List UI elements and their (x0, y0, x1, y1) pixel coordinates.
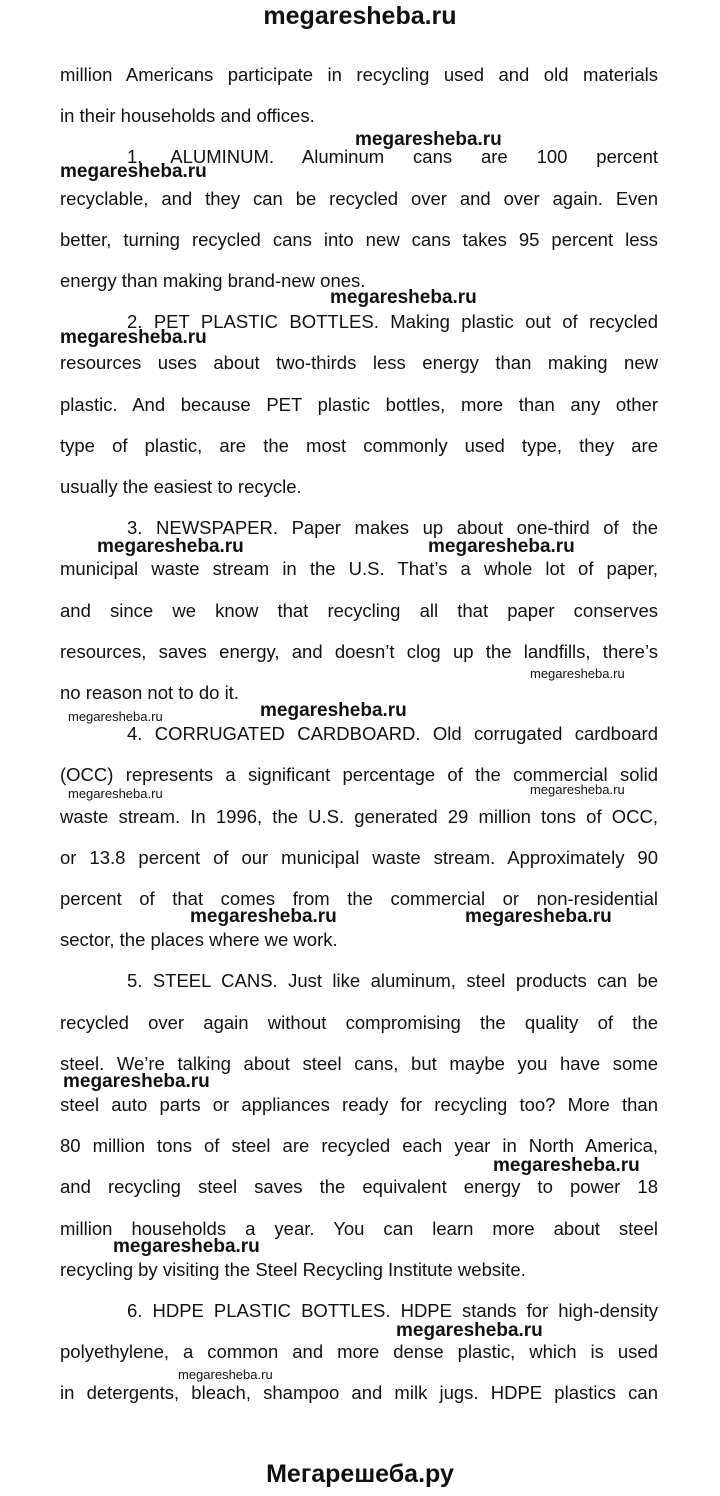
text-line: in their households and offices. (60, 105, 315, 127)
text-line: steel auto parts or appliances ready for recycling too? More than (60, 1094, 658, 1115)
text-line: polyethylene, a common and more dense plastic, which is used (60, 1341, 658, 1363)
text-line: municipal waste stream in the U.S. That’s a whole lot of paper, (60, 558, 658, 580)
paragraph-start-line: 2. PET PLASTIC BOTTLES. Making plastic out of recycled (127, 311, 658, 333)
text-line: usually the easiest to recycle. (60, 476, 302, 497)
paragraph-start-line: 5. STEEL CANS. Just like aluminum, steel products can be (127, 970, 658, 992)
watermark: megaresheba.ru (530, 782, 625, 797)
text-line: resources, saves energy, and doesn’t clog up the landfills, there’s (60, 640, 658, 662)
watermark: megaresheba.ru (465, 906, 612, 927)
text-line: recycled over again without compromising the quality of the (60, 1011, 658, 1033)
text-line: 80 million tons of steel are recycled each year in North America, (60, 1135, 658, 1157)
text-line: energy than making brand-new ones. (60, 270, 366, 291)
text-line: in detergents, bleach, shampoo and milk jugs. HDPE plastics can (60, 1382, 658, 1404)
text-line: million Americans participate in recycling used and old materials (60, 64, 658, 85)
text-line: no reason not to do it. (60, 682, 239, 703)
watermark: megaresheba.ru (260, 700, 407, 721)
paragraph-start-line: 4. CORRUGATED CARDBOARD. Old corrugated cardboard (127, 723, 658, 745)
text-line: and recycling steel saves the equivalent energy to power 18 (60, 1176, 658, 1198)
text-line: better, turning recycled cans into new cans takes 95 percent less (60, 228, 658, 250)
text-line: (OCC) represents a significant percentage of the commercial solid (60, 764, 658, 786)
watermark: megaresheba.ru (60, 161, 207, 182)
text-line: and since we know that recycling all that paper conserves (60, 599, 658, 621)
watermark: megaresheba.ru (530, 666, 625, 681)
watermark: megaresheba.ru (68, 709, 163, 724)
text-line: percent of that comes from the commercial or non-residential (60, 888, 658, 909)
text-line: plastic. And because PET plastic bottles, more than any other (60, 393, 658, 415)
text-line: or 13.8 percent of our municipal waste stream. Approximately 90 (60, 846, 658, 868)
watermark: megaresheba.ru (63, 1071, 210, 1092)
watermark: megaresheba.ru (330, 287, 477, 308)
site-footer[interactable]: Мегарешеба.ру (266, 1460, 454, 1488)
watermark: megaresheba.ru (178, 1367, 273, 1382)
text-line: steel. We’re talking about steel cans, but maybe you have some (60, 1052, 658, 1074)
watermark: megaresheba.ru (68, 786, 163, 801)
site-header[interactable]: megaresheba.ru (263, 2, 457, 30)
watermark: megaresheba.ru (355, 129, 502, 150)
text-line: recyclable, and they can be recycled over and over again. Even (60, 187, 658, 209)
paragraph-start-line: 3. NEWSPAPER. Paper makes up about one-third of the (127, 517, 658, 539)
text-line: recycling by visiting the Steel Recycling Institute website. (60, 1258, 526, 1280)
text-line: sector, the places where we work. (60, 929, 338, 951)
watermark: megaresheba.ru (60, 327, 207, 348)
paragraph-start-line: 1. ALUMINUM. Aluminum cans are 100 percent (127, 146, 658, 168)
watermark: megaresheba.ru (190, 906, 337, 927)
watermark: megaresheba.ru (113, 1236, 260, 1257)
text-line: type of plastic, are the most commonly used type, they are (60, 434, 658, 456)
paragraph-start-line: 6. HDPE PLASTIC BOTTLES. HDPE stands for high-density (127, 1300, 658, 1321)
watermark: megaresheba.ru (493, 1155, 640, 1176)
watermark: megaresheba.ru (396, 1320, 543, 1341)
watermark: megaresheba.ru (97, 536, 244, 557)
text-line: resources uses about two-thirds less energy than making new (60, 352, 658, 374)
text-line: million households a year. You can learn more about steel (60, 1217, 658, 1239)
watermark: megaresheba.ru (428, 536, 575, 557)
text-line: waste stream. In 1996, the U.S. generated 29 million tons of OCC, (60, 805, 658, 827)
